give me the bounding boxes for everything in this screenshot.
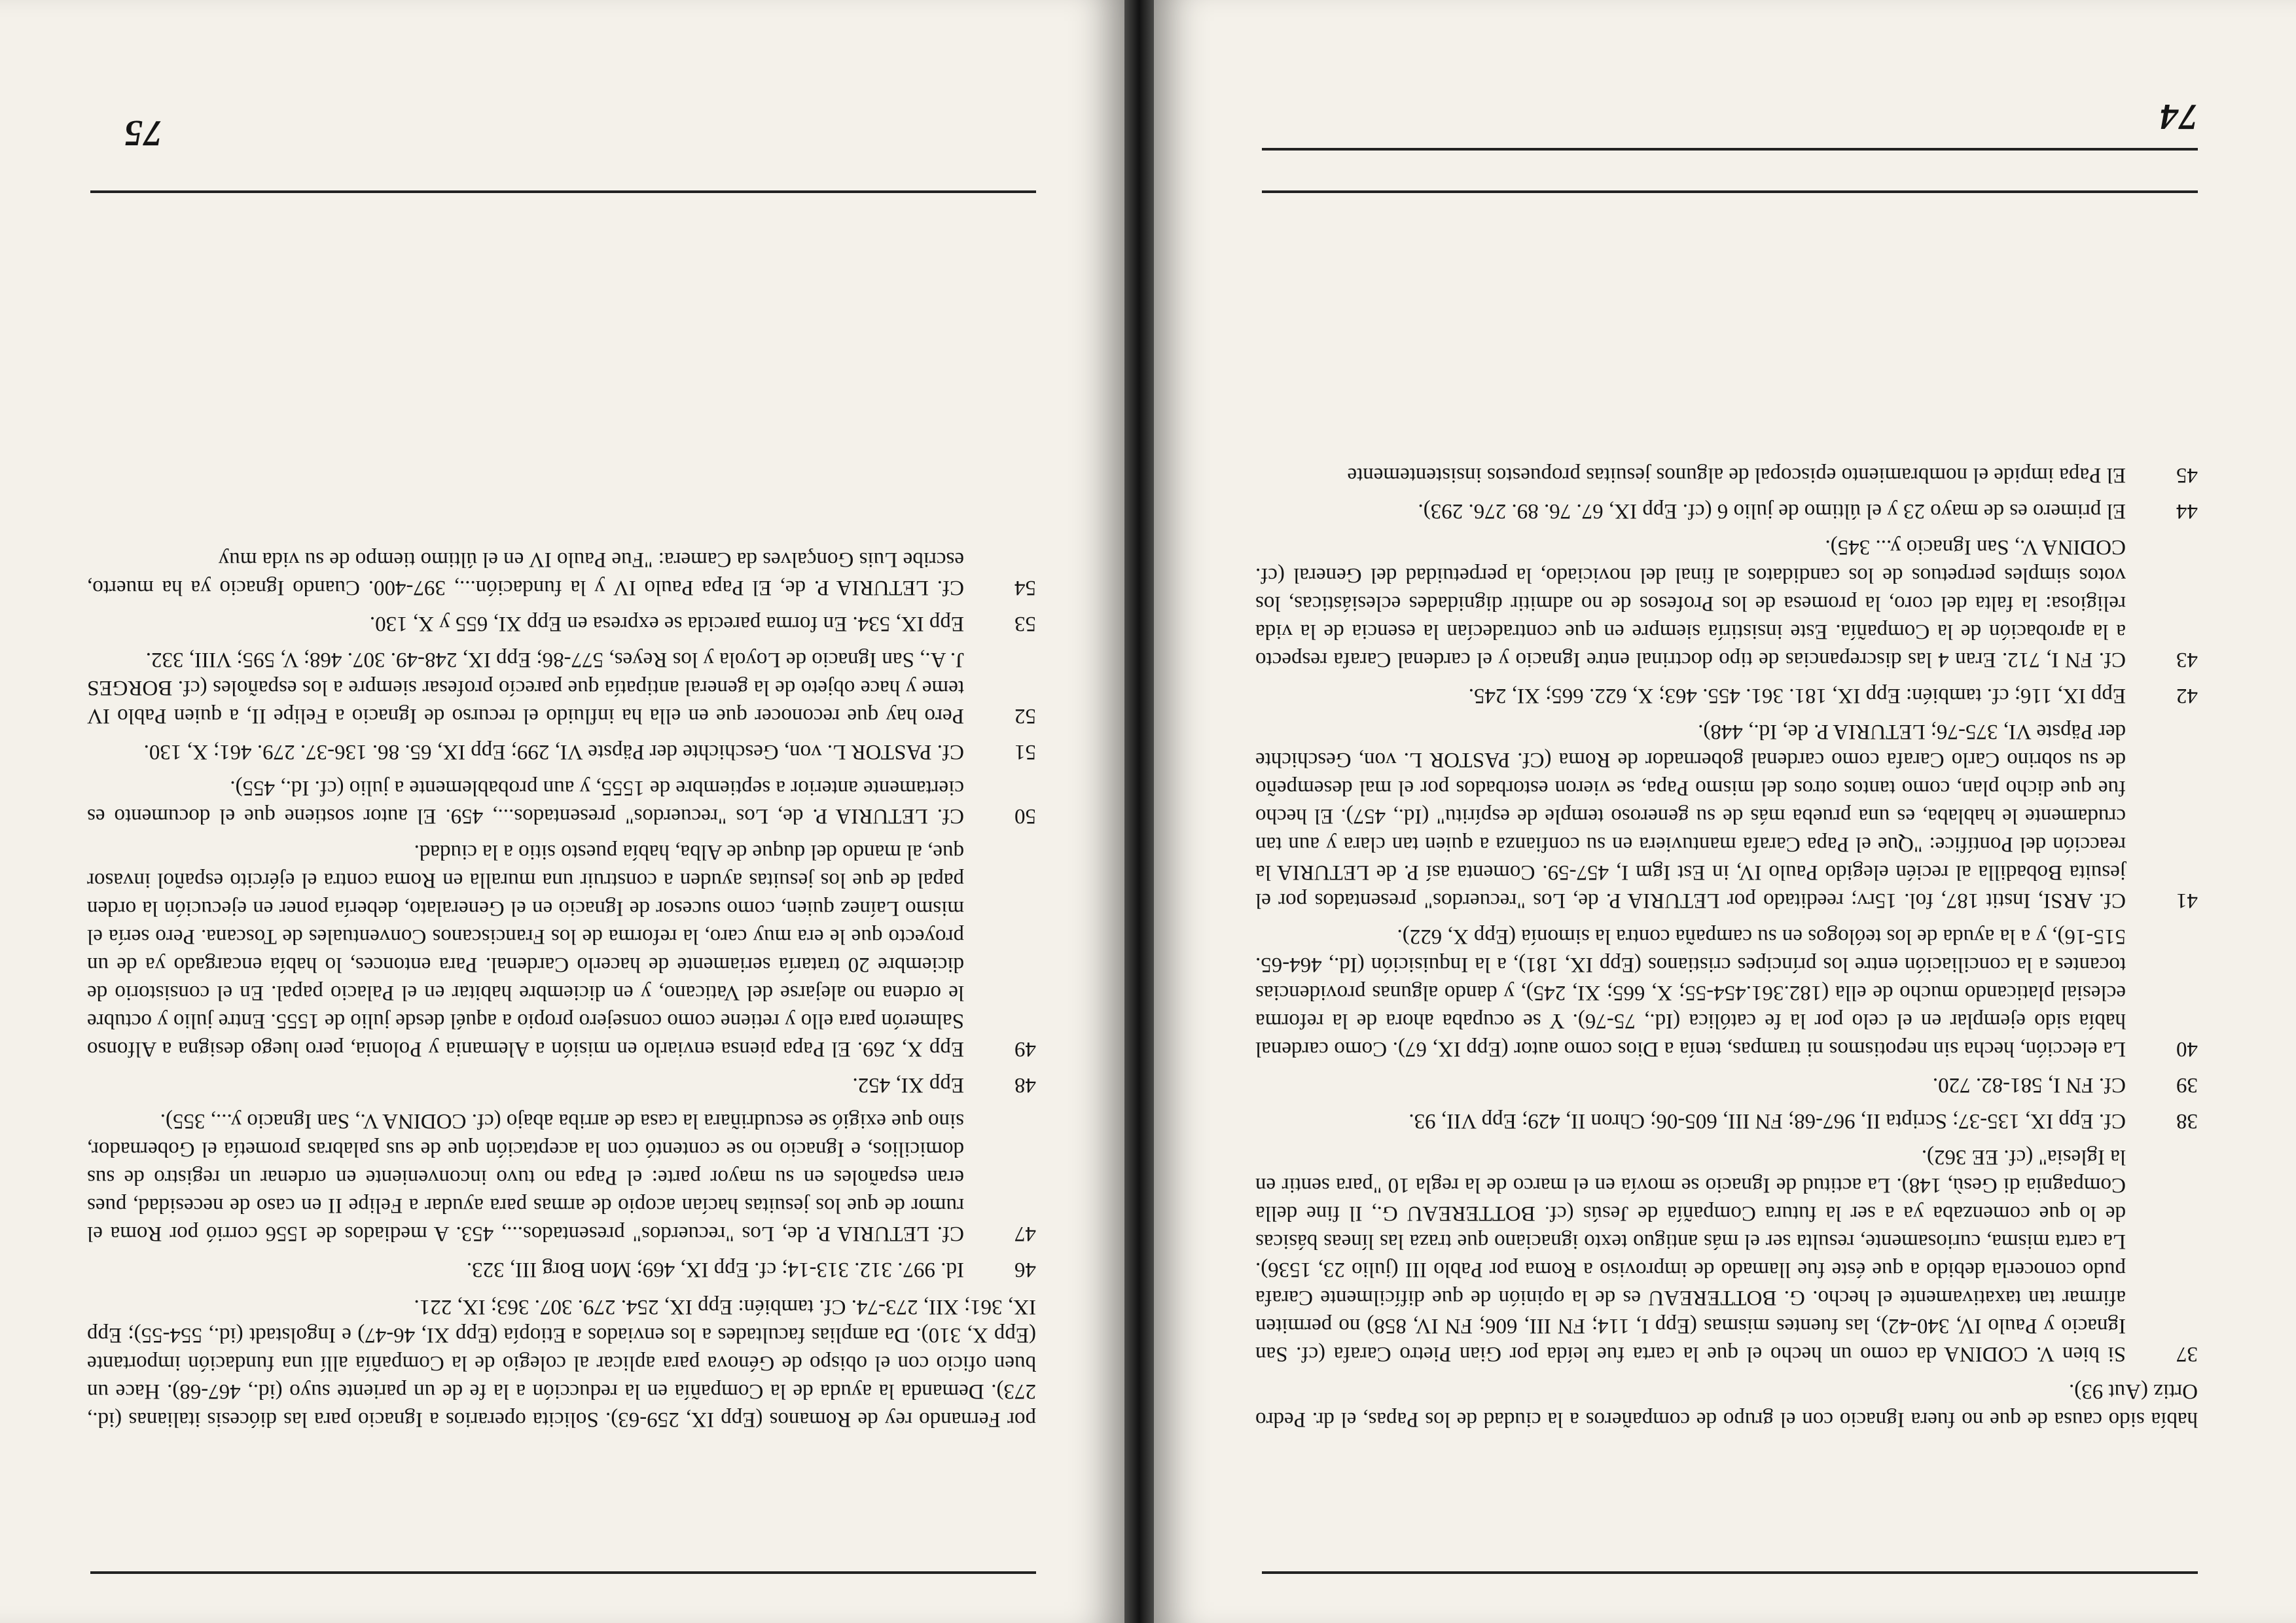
footnote-number: 38 xyxy=(2176,1109,2198,1133)
footnote-number: 46 xyxy=(1014,1258,1036,1281)
footnote-41 xyxy=(1255,717,2198,914)
footnote-text: El primero es de mayo 23 y el último de julio 6 (cf. Epp IX, 67. 76. 89. 276. 293). xyxy=(1418,499,2126,523)
header-rule xyxy=(1262,190,2198,193)
footnote-number: 37 xyxy=(2176,1342,2198,1366)
footnote-52 xyxy=(87,645,1036,730)
page-number: 74 xyxy=(2159,96,2198,137)
footnote-38 xyxy=(1255,1107,2198,1135)
footnote-text: Epp XI, 452. xyxy=(852,1073,964,1097)
footnote-53 xyxy=(87,609,1036,637)
footnote-text: Epp IX, 116; cf. también: Epp IX, 181. 361. 455. 463; X, 622. 665; XI, 245. xyxy=(1468,684,2126,707)
footnotes-block xyxy=(1255,453,2198,1433)
footnote-number: 41 xyxy=(2176,889,2198,912)
footnote-text: Epp IX, 534. En forma parecida se expresa en Epp XI, 655 y X, 130. xyxy=(369,612,964,635)
footnote-45 xyxy=(1255,461,2198,489)
footnote-text: La elección, hecha sin nepotismos ni trampas, tenía a Dios como autor (Epp IX, 67). Como cardenal había sido ejemplar en el celo por la fe católica (Id., 75-76). Y se ocupaba ahora de la reforma eclesial platicando mucho de ella (182.361.454-55; X, 665; XI, 245), y dando algunas providencias tocantes a la conciliación entre los príncipes cristianos (Epp IX, 181), a la Inquisición (Id., 464-65. 515-16), y a la ayuda de los teólogos en su campaña contra la simonía (Epp X, 622). xyxy=(1255,925,2126,1061)
footnote-number: 47 xyxy=(1014,1222,1036,1245)
footnote-37 xyxy=(1255,1143,2198,1368)
footnote-number: 52 xyxy=(1014,704,1036,728)
footnote-number: 53 xyxy=(1014,612,1036,635)
book-gutter xyxy=(1124,0,1154,1623)
header-rule xyxy=(90,1571,1036,1574)
footnote-text: Cf. Epp IX, 135-37; Scripta II, 967-68; FN III, 605-06; Chron II, 429; Epp VII, 93. xyxy=(1408,1109,2126,1133)
footnote-number: 42 xyxy=(2176,684,2198,707)
footnote-number: 43 xyxy=(2176,648,2198,671)
footnote-number: 48 xyxy=(1014,1073,1036,1097)
footnote-text: Cf. PASTOR L. von, Geschichte der Päpste VI, 299; Epp IX, 65. 86. 136-37. 279. 461; X, 130. xyxy=(143,740,964,764)
footnote-number: 50 xyxy=(1014,804,1036,828)
page-74 xyxy=(1154,0,2296,1623)
footnote-46 xyxy=(87,1255,1036,1283)
footnote-text: Cf. LETURIA P. de, El Papa Paulo IV y la fundación..., 397-400. Cuando Ignacio ya ha muerto, escribe Luis Gonçalves da Camera: "Fue Paulo IV en el último tiempo de su vida muy xyxy=(87,548,964,599)
footnote-54 xyxy=(87,545,1036,601)
footnote-42 xyxy=(1255,681,2198,709)
footnote-text: Si bien V. CODINA da como un hecho el que la carta fue leída por Gian Pietro Carafa (cf. San Ignacio y Paulo IV, 340-42), las fuentes mismas (Epp I, 114; FN III, 606; FN IV, 858) no permiten afirmar tan taxativamente el hecho. G. BOTTEREAU es de la opinión de que difícilmente Carafa pudo conocerla debido a que éste fue llamado de improviso a Roma por Pablo III (julio 23, 1536). La carta misma, curiosamente, resulta ser el más antiguo texto ignaciano que traza las líneas básicas de lo que comenzaba ya a ser la futura Compañía de Jesús (cf. BOTTEREAU G., Il fine della Compagnia di Gesù, 148). La actitud de Ignacio se movía en el marco de la regla 10 "para sentir en la Iglesia" (cf. EE 362). xyxy=(1255,1145,2126,1366)
footnote-51 xyxy=(87,738,1036,766)
header-rule xyxy=(1262,148,2198,151)
footnote-43 xyxy=(1255,533,2198,673)
continued-text: había sido causa de que no fuera Ignacio con el grupo de compañeros a la ciudad de los Papas, el dr. Pedro Ortiz (Aut 93). xyxy=(1255,1380,2198,1431)
footnote-47 xyxy=(87,1107,1036,1247)
page-75 xyxy=(0,0,1124,1623)
footnote-text: Pero hay que reconocer que en ella ha influido el recurso de Ignacio a Felipe II, a quien Pablo IV teme y hace objeto de la general antipatía que parecío profesar siempre a los españoles (cf. BORGES J. A., San Ignacio de Loyola y los Reyes, 577-86; Epp IX, 248-49. 307. 468; V, 595; VIII, 332. xyxy=(87,648,964,728)
footnote-number: 45 xyxy=(2176,463,2198,487)
footnote-49 xyxy=(87,838,1036,1063)
footnote-text: Cf. FN I, 581-82. 720. xyxy=(1932,1073,2126,1097)
footnote-text: Epp X, 269. El Papa piensa enviarlo en misión a Alemania y Polonia, pero luego designa a Alfonso Salmerón para ello y retiene como consejero propio a aquél desde julio de 1555. Entre julio y octubre le ordena no alejarse del Vaticano, y en diciembre habitar en el Palacio papal. En el consistorio de diciembre 20 trataría seriamente de hacerlo Cardenal. Para entonces, lo había encargado ya de un proyecto que le era muy caro, la reforma de los Franciscanos Conventuales de Toscana. Pero sería el mismo Laínez quien, como sucesor de Ignacio en el Generalato, debería poner en ejecución la orden papal de que los jesuitas ayuden a construir una muralla en Roma contra el ejército español invasor que, al mando del duque de Alba, había puesto sitio a la ciudad. xyxy=(87,840,964,1061)
footnote-text: Cf. LETURIA P. de, Los "recuerdos" presentados..., 453. A mediados de 1556 corrió por Roma el rumor de que los jesuitas hacían acopio de armas para ayudar a Felipe II en caso de necesidad, pues eran españoles en su mayor parte: el Papa no tuvo inconveniente en ordenar un registro de sus domicilios, e Ignacio no se contentó con la aceptación que de sus palabras prometía el Gobernador, sino que exigió se escudriñara la casa de arriba abajo (cf. CODINA V., San Ignacio y..., 355). xyxy=(87,1109,964,1245)
footnote-number: 49 xyxy=(1014,1037,1036,1061)
footnote-48 xyxy=(87,1071,1036,1099)
footnote-number: 40 xyxy=(2176,1037,2198,1061)
footnote-text: Id. 997. 312. 313-14; cf. Epp IX, 469; Mon Borg III, 323. xyxy=(466,1258,964,1281)
footer-rule xyxy=(1262,1571,2198,1574)
footnote-number: 54 xyxy=(1014,576,1036,599)
page-number: 75 xyxy=(123,113,162,153)
continued-text: por Fernando rey de Romanos (Epp IX, 259-63). Solicita operarios a Ignacio para las diócesis italianas (id., 273). Demanda la ayuda de la Compañía en la reducción a la fe de un pariente suyo (id., 467-68). Hace un buen oficio con el obispo de Génova para aplicar al colegio de la Compañía allí una fundación importante (Epp X, 310). Da amplias facultades a los enviados a Etiopía (Epp XI, 46-47) e Ingolstadt (id., 554-55); Epp IX, 361; XII, 273-74. Cf. también: Epp IX, 254. 279. 307. 363; IX, 221. xyxy=(87,1295,1036,1431)
footnote-44 xyxy=(1255,497,2198,525)
footnote-number: 39 xyxy=(2176,1073,2198,1097)
footnote-text: Cf. FN I, 712. Eran 4 las discrepancias de tipo doctrinal entre Ignacio y el cardenal Carafa respecto a la aprobación de la Compañía. Este insistiría siempre en que contradecían la esencia de la vida religiosa: la falta del coro, la promesa de los Profesos de no admitir dignidades eclesiásticas, los votos simples perpetuos de los candidatos al final del noviciado, la perpetuidad del General (cf. CODINA V., San Ignacio y... 345). xyxy=(1255,535,2126,671)
footnote-50 xyxy=(87,774,1036,830)
footnote-text: El Papa impide el nombramiento episcopal de algunos jesuitas propuestos insistentemente xyxy=(1347,463,2126,487)
footnote-number: 44 xyxy=(2176,499,2198,523)
footnotes-block xyxy=(87,537,1036,1433)
footnote-number: 51 xyxy=(1014,740,1036,764)
footnote-text: Cf. ARSI, Instit 187, fol. 15rv; reeditado por LETURIA P. de, Los "recuerdos" presentados por el jesuita Bobadilla al recién elegido Paulo IV, in Est Igm I, 457-59. Comenta así P. de LETURIA la reacción del Pontífice: "Que el Papa Carafa mantuviera en su confianza a quien tan clara y aun tan crudamente le hablaba, es una prueba más de su generoso temple de espíritu" (Id., 457). El hecho fue que dicho plan, como tantos otros del mismo Papa, se vieron estorbados por el mal desempeño de su sobrino Carlo Carafa como cardenal gobernador de Roma (Cf. PASTOR L. von, Geschichte der Päpste VI, 375-76; LETURIA P. de, Id., 448). xyxy=(1255,720,2126,912)
footnote-40 xyxy=(1255,922,2198,1063)
footnote-39 xyxy=(1255,1071,2198,1099)
footnote-text: Cf. LETURIA P. de, Los "recuerdos" presentados..., 459. El autor sostiene que el documento es ciertamente anterior a septiembre de 1555, y aun probablemente a julio (cf. Id., 455). xyxy=(87,776,964,828)
header-rule xyxy=(90,190,1036,193)
